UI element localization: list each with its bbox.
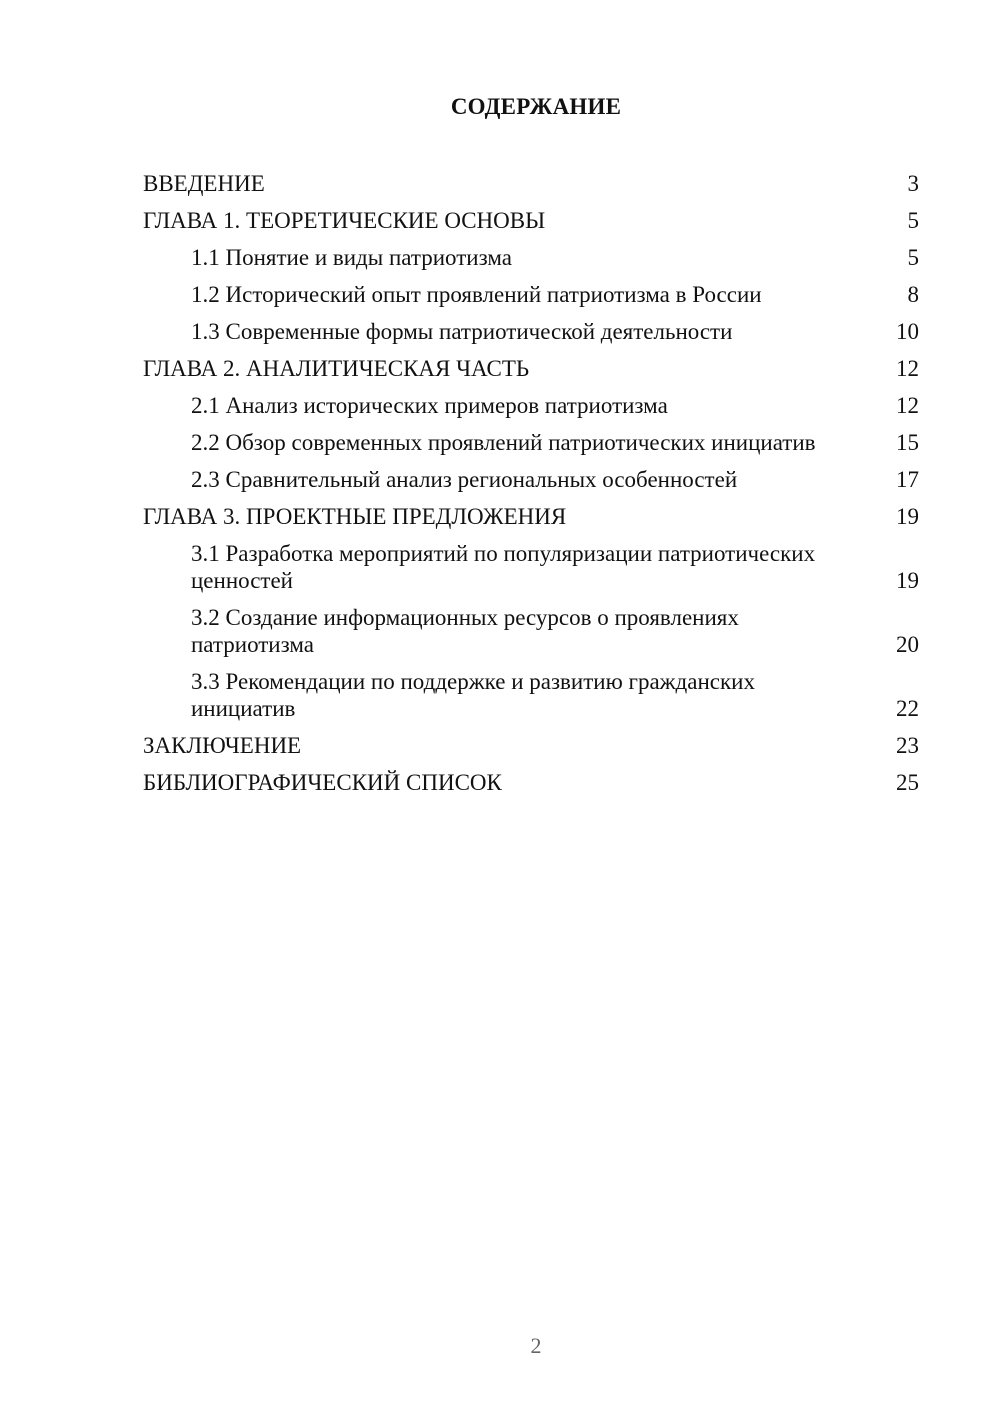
toc-entry-page: 20 [896,632,919,657]
toc-entry-title: ВВЕДЕНИЕ [143,171,265,196]
toc-entry-page: 12 [896,356,919,381]
toc-entry-conclusion[interactable] [143,732,919,759]
toc-entry-title: 3.2 Создание информационных ресурсов о проявлениях патриотизма [191,605,739,657]
toc-entry-section-2-2[interactable] [143,429,919,456]
toc-entry-title: ГЛАВА 3. ПРОЕКТНЫЕ ПРЕДЛОЖЕНИЯ [143,504,567,529]
toc-entry-title: 1.2 Исторический опыт проявлений патриотизма в России [191,282,762,307]
toc-entry-title: 1.1 Понятие и виды патриотизма [191,245,512,270]
toc-entry-section-1-2[interactable] [143,281,919,308]
page-number: 2 [530,1333,542,1358]
toc-entry-title: 2.3 Сравнительный анализ региональных особенностей [191,467,738,492]
toc-entry-page: 22 [896,696,919,721]
toc-entry-title: 2.2 Обзор современных проявлений патриотических инициатив [191,430,816,455]
toc-entry-introduction[interactable] [143,170,919,197]
toc-entry-bibliography[interactable] [143,769,919,796]
toc-entry-title: ЗАКЛЮЧЕНИЕ [143,733,302,758]
toc-entry-page: 5 [907,245,919,270]
toc-entry-title: БИБЛИОГРАФИЧЕСКИЙ СПИСОК [143,770,502,795]
toc-entry-section-2-3[interactable] [143,466,919,493]
toc-entry-section-1-3[interactable] [143,318,919,345]
toc-entry-chapter-3[interactable] [143,503,919,530]
toc-entry-page: 19 [896,568,919,593]
toc-entry-page: 12 [896,393,919,418]
page-title: СОДЕРЖАНИЕ [450,94,622,119]
toc-entry-title: 3.1 Разработка мероприятий по популяризации патриотических ценностей [191,541,816,593]
toc-entry-title: 1.3 Современные формы патриотической деятельности [191,319,733,344]
toc-entry-page: 5 [907,208,919,233]
toc-entry-page: 10 [896,319,919,344]
toc-entry-page: 19 [896,504,919,529]
toc-entry-page: 25 [896,770,919,795]
toc-entry-page: 17 [896,467,919,492]
toc-entry-title: ГЛАВА 2. АНАЛИТИЧЕСКАЯ ЧАСТЬ [143,356,530,381]
toc-entry-section-3-2[interactable] [143,604,919,658]
toc-entry-page: 8 [907,282,919,307]
toc-entry-page: 15 [896,430,919,455]
toc-entry-section-3-3[interactable] [143,668,919,722]
toc-entry-title: 3.3 Рекомендации по поддержке и развитию гражданских инициатив [191,669,755,721]
toc-entry-section-2-1[interactable] [143,392,919,419]
table-of-contents [143,170,919,806]
toc-entry-chapter-2[interactable] [143,355,919,382]
toc-entry-section-1-1[interactable] [143,244,919,271]
toc-entry-chapter-1[interactable] [143,207,919,234]
toc-entry-title: ГЛАВА 1. ТЕОРЕТИЧЕСКИЕ ОСНОВЫ [143,208,546,233]
toc-entry-page: 23 [896,733,919,758]
toc-entry-section-3-1[interactable] [143,540,919,594]
toc-entry-title: 2.1 Анализ исторических примеров патриотизма [191,393,668,418]
toc-entry-page: 3 [907,171,919,196]
